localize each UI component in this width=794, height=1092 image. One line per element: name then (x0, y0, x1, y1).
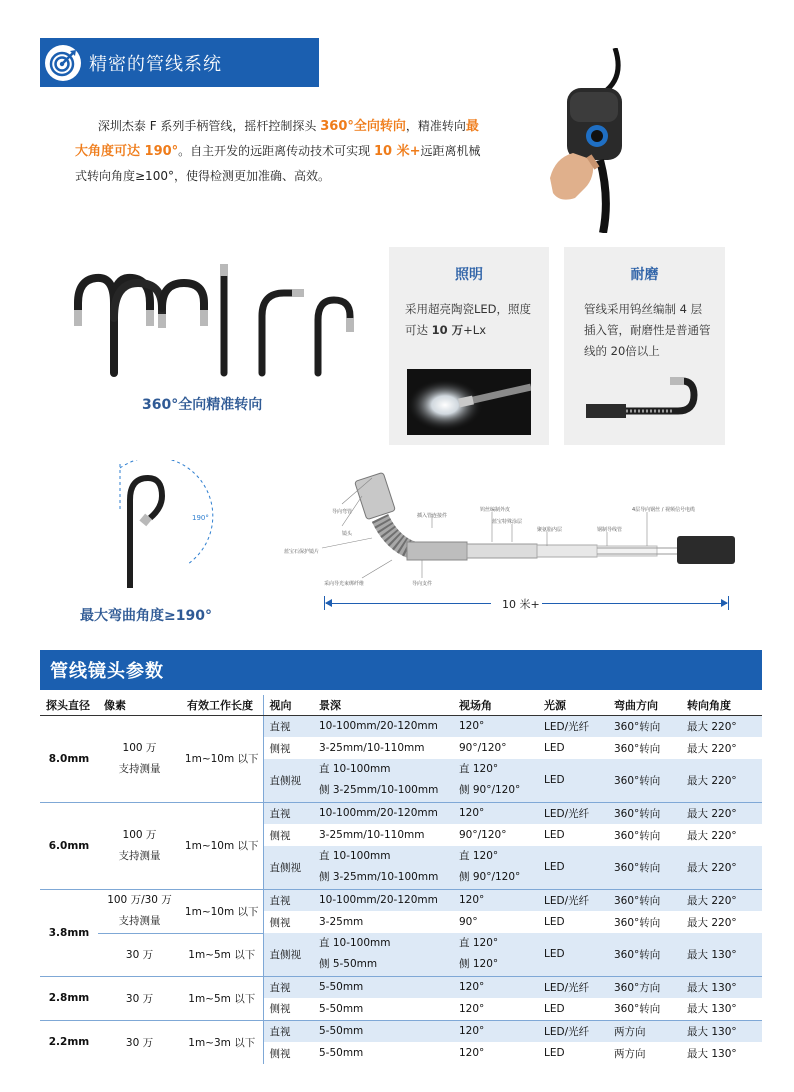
fov-cell: 120° (453, 802, 538, 824)
dof-cell: 5-50mm (319, 1002, 364, 1015)
diagram-label: 钢制导线管 (597, 527, 623, 533)
wear-card (564, 247, 725, 445)
lighting-text-b: 10 万 (431, 323, 464, 337)
view-cell: 直侧视 (263, 759, 313, 802)
light-cell: LED/光纤 (538, 1020, 608, 1042)
probe-diameter-cell: 8.0mm (40, 715, 98, 802)
light-cell: LED/光纤 (538, 976, 608, 998)
diagram-label: 钨丝编制外皮 (480, 507, 511, 513)
handheld-scope-image (545, 48, 655, 233)
table-row (40, 802, 762, 824)
view-cell: 直视 (263, 802, 313, 824)
angle-cell: 最大 130° (687, 1003, 737, 1016)
pixel-cell: 30 万 (98, 933, 181, 976)
angle-cell: 最大 220° (687, 829, 737, 842)
direction-cell: 360°转向 (614, 742, 661, 755)
fov-cell: 120° (459, 1047, 485, 1059)
angle-cell: 最大 130° (687, 1047, 737, 1060)
table-header-cell: 探头直径 (40, 695, 98, 715)
dof-cell: 直 10-100mm 侧 3-25mm/10-100mm (313, 759, 453, 802)
table-header-cell: 弯曲方向 (608, 695, 681, 715)
direction-cell: 360°转向 (608, 933, 681, 976)
fov-cell: 直 120° 侧 90°/120° (453, 759, 538, 802)
steer360-caption: 360°全向精准转向 (142, 397, 263, 413)
fov-cell: 120° (453, 1020, 538, 1042)
dof-cell: 直 10-100mm 侧 3-25mm/10-100mm (313, 846, 453, 889)
angle-cell: 最大 220° (681, 759, 762, 802)
dof-cell: 3-25mm/10-110mm (319, 829, 425, 841)
table-header-cell: 光源 (538, 695, 608, 715)
view-cell: 侧视 (263, 824, 313, 846)
pixel-cell: 30 万 (98, 1020, 181, 1064)
dof-cell: 10-100mm/20-120mm (313, 889, 453, 911)
fov-cell: 120° (453, 889, 538, 911)
probe-diameter-cell: 6.0mm (40, 802, 98, 889)
diagram-label: 导向支件 (412, 581, 433, 587)
view-cell: 直视 (263, 715, 313, 737)
direction-cell: 360°转向 (614, 829, 661, 842)
intro-text: 。自主开发的远距离传动技术可实现 (178, 144, 374, 158)
table-header-cell: 视场角 (453, 695, 538, 715)
direction-cell: 360°转向 (608, 759, 681, 802)
light-cell: LED (538, 846, 608, 889)
lighting-text-c: +Lx (463, 323, 487, 337)
direction-cell: 360°转向 (608, 802, 681, 824)
intro-text: 远距离机械式转向角度≥100°，使得检测更加准确、高效。 (75, 144, 481, 183)
view-cell: 直侧视 (263, 933, 313, 976)
length-label: 10 米+ (502, 598, 540, 611)
angle-cell: 最大 220° (687, 742, 737, 755)
table-row (40, 715, 762, 737)
angle-cell: 最大 220° (681, 846, 762, 889)
led-light-image (407, 369, 531, 435)
pixel-cell: 100 万 支持测量 (98, 802, 181, 889)
pixel-cell: 100 万/30 万 支持测量 (98, 889, 181, 933)
direction-cell: 360°转向 (608, 889, 681, 911)
light-cell: LED (544, 1047, 565, 1059)
fov-cell: 120° (453, 715, 538, 737)
intro-paragraph (75, 114, 485, 189)
diagram-label: 4层导向钢丝 / 视频信号电缆 (632, 507, 696, 513)
dof-cell: 5-50mm (313, 1020, 453, 1042)
angle-cell: 最大 130° (681, 976, 762, 998)
direction-cell: 360°转向 (614, 1003, 661, 1016)
view-cell: 侧视 (263, 998, 313, 1020)
fov-cell: 直 120° 侧 90°/120° (453, 846, 538, 889)
view-cell: 直视 (263, 1020, 313, 1042)
probe-diameter-cell: 2.8mm (40, 976, 98, 1020)
angle-cell: 最大 130° (681, 1020, 762, 1042)
table-title: 管线镜头参数 (40, 650, 762, 690)
dof-cell: 10-100mm/20-120mm (313, 802, 453, 824)
probe-diameter-cell: 2.2mm (40, 1020, 98, 1064)
intro-highlight: 360°全向转向 (320, 119, 406, 134)
angle-cell: 最大 220° (681, 802, 762, 824)
view-cell: 直视 (263, 889, 313, 911)
light-cell: LED (544, 742, 565, 754)
probe-diameter-cell: 3.8mm (40, 889, 98, 976)
angle-cell: 最大 220° (681, 889, 762, 911)
light-cell: LED (544, 916, 565, 928)
length-cell: 1m~3m 以下 (181, 1020, 263, 1064)
table-row (40, 889, 762, 911)
length-arrow (324, 596, 729, 610)
fov-cell: 直 120° 侧 120° (453, 933, 538, 976)
wear-scope-image (582, 371, 706, 431)
intro-highlight: 最大角度可达 190° (75, 119, 479, 159)
direction-cell: 360°转向 (614, 916, 661, 929)
fov-cell: 120° (453, 976, 538, 998)
target-icon (45, 45, 81, 81)
angle-cell: 最大 220° (687, 916, 737, 929)
steering-illustration (66, 258, 366, 378)
table-header-cell: 转向角度 (681, 695, 762, 715)
view-cell: 直视 (263, 976, 313, 998)
lighting-card-text (405, 299, 540, 341)
table-row (40, 933, 762, 976)
length-cell: 1m~5m 以下 (181, 933, 263, 976)
light-cell: LED/光纤 (538, 715, 608, 737)
bend190-caption: 最大弯曲角度≥190° (80, 608, 212, 624)
light-cell: LED (538, 933, 608, 976)
table-header-cell: 有效工作长度 (181, 695, 263, 715)
fov-cell: 90°/120° (459, 742, 507, 754)
direction-cell: 两方向 (608, 1020, 681, 1042)
diagram-label: 蓝宝石保护镜片 (284, 549, 320, 555)
diagram-label: 聚氨脂内层 (537, 527, 563, 533)
direction-cell: 两方向 (614, 1047, 646, 1060)
section-header (40, 38, 319, 87)
view-cell: 侧视 (263, 1042, 313, 1064)
lighting-text-a: 采用超亮陶瓷LED，照度可达 (405, 302, 532, 337)
direction-cell: 360°转向 (608, 846, 681, 889)
fov-cell: 90° (459, 916, 478, 928)
light-cell: LED (544, 829, 565, 841)
lighting-card-title: 照明 (455, 267, 483, 283)
bend190-diagram (100, 460, 220, 590)
dof-cell: 3-25mm (319, 916, 364, 928)
dof-cell: 5-50mm (313, 976, 453, 998)
dof-cell: 3-25mm/10-110mm (319, 742, 425, 754)
angle190-label: 190° (192, 514, 209, 522)
fov-cell: 120° (459, 1002, 485, 1015)
tube-structure-diagram (282, 468, 737, 618)
light-cell: LED/光纤 (538, 889, 608, 911)
table-header-cell: 像素 (98, 695, 181, 715)
diagram-label: 蓝宝特殊涂层 (492, 519, 523, 525)
table-row (40, 1020, 762, 1042)
diagram-label: 插入管连接件 (417, 513, 448, 519)
length-cell: 1m~5m 以下 (181, 976, 263, 1020)
direction-cell: 360°方向 (608, 976, 681, 998)
intro-text: ，精准转向 (405, 119, 466, 133)
angle-cell: 最大 220° (681, 715, 762, 737)
length-cell: 1m~10m 以下 (181, 802, 263, 889)
length-cell: 1m~10m 以下 (181, 889, 263, 933)
dof-cell: 5-50mm (319, 1047, 364, 1059)
view-cell: 直侧视 (263, 846, 313, 889)
wear-card-text: 管线采用钨丝编制 4 层插入管，耐磨性是普通管线的 20倍以上 (584, 302, 711, 358)
dof-cell: 10-100mm/20-120mm (313, 715, 453, 737)
table-header-row (40, 695, 762, 715)
dof-cell: 直 10-100mm 侧 5-50mm (313, 933, 453, 976)
diagram-label: 采向导光束绑纤维 (324, 581, 365, 587)
spec-table (40, 695, 762, 1064)
light-cell: LED (544, 1002, 565, 1015)
diagram-label: 导向弯管 (332, 509, 353, 515)
angle-cell: 最大 130° (681, 933, 762, 976)
table-header-cell: 视向 (263, 695, 313, 715)
pixel-cell: 100 万 支持测量 (98, 715, 181, 802)
lighting-card (389, 247, 549, 445)
section-title: 精密的管线系统 (89, 53, 222, 75)
diagram-label: 镜头 (342, 531, 353, 537)
view-cell: 侧视 (263, 737, 313, 759)
wear-card-title: 耐磨 (630, 267, 659, 283)
view-cell: 侧视 (263, 911, 313, 933)
light-cell: LED/光纤 (538, 802, 608, 824)
pixel-cell: 30 万 (98, 976, 181, 1020)
intro-highlight: 10 米+ (374, 144, 421, 159)
intro-text: 深圳杰泰 F 系列手柄管线，摇杆控制探头 (97, 119, 321, 133)
length-cell: 1m~10m 以下 (181, 715, 263, 802)
direction-cell: 360°转向 (608, 715, 681, 737)
fov-cell: 90°/120° (459, 829, 507, 841)
table-row (40, 976, 762, 998)
light-cell: LED (538, 759, 608, 802)
table-header-cell: 景深 (313, 695, 453, 715)
